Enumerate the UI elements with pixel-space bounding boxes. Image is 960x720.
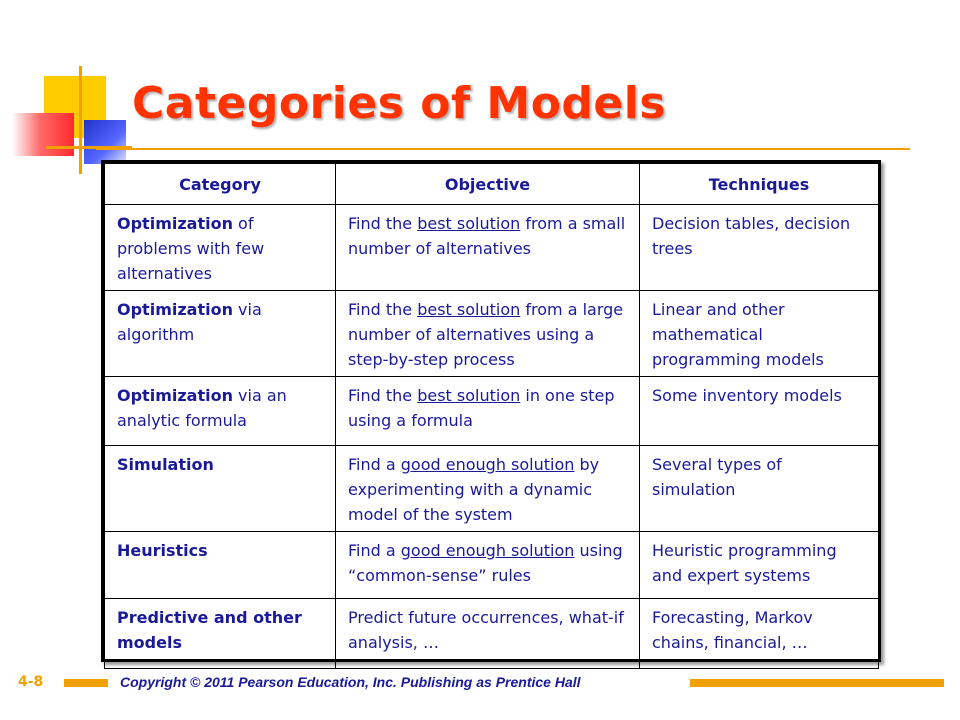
cell-objective <box>336 377 640 446</box>
cell-category <box>105 532 336 599</box>
cell-techniques: Linear and other mathematical programming models <box>640 291 879 377</box>
category-name: Optimization <box>117 300 233 319</box>
category-name: Optimization <box>117 386 233 405</box>
objective-text: Find a <box>348 455 401 474</box>
footer-bar-left <box>64 679 108 687</box>
objective-text-rest: from a large number of alternatives using a step-by-step process <box>348 300 624 369</box>
cell-techniques: Forecasting, Markov chains, financial, … <box>640 599 879 669</box>
objective-text: Find a <box>348 541 401 560</box>
category-detail: via algorithm <box>117 300 262 344</box>
objective-text-rest: from a small number of alternatives <box>348 214 626 258</box>
logo-vertical-line <box>79 66 82 174</box>
cell-category <box>105 599 336 669</box>
table-row <box>105 377 879 446</box>
objective-underlined: best solution <box>417 214 521 233</box>
logo-blue-square <box>84 120 126 164</box>
title-divider <box>96 148 910 150</box>
cell-objective <box>336 205 640 291</box>
models-table <box>101 160 881 662</box>
header-objective: Objective <box>336 164 640 205</box>
cell-techniques: Several types of simulation <box>640 446 879 532</box>
objective-underlined: good enough solution <box>400 541 575 560</box>
cell-techniques: Some inventory models <box>640 377 879 446</box>
objective-text: Find the <box>348 214 418 233</box>
page-number: 4-8 <box>18 674 44 690</box>
objective-underlined: best solution <box>417 300 521 319</box>
objective-text: Find the <box>348 300 418 319</box>
cell-objective <box>336 291 640 377</box>
header-techniques: Techniques <box>640 164 879 205</box>
objective-text: Predict future occurrences, what-if analysis, … <box>348 608 624 652</box>
table-row <box>105 291 879 377</box>
cell-objective <box>336 599 640 669</box>
objective-underlined: good enough solution <box>400 455 575 474</box>
cell-techniques: Decision tables, decision trees <box>640 205 879 291</box>
objective-text-rest: by experimenting with a dynamic model of the system <box>348 455 600 524</box>
category-name: Simulation <box>117 455 214 474</box>
objective-text-rest: in one step using a formula <box>348 386 615 430</box>
cell-techniques: Heuristic programming and expert systems <box>640 532 879 599</box>
header-category: Category <box>105 164 336 205</box>
copyright-text: Copyright © 2011 Pearson Education, Inc. Publishing as Prentice Hall <box>120 674 581 690</box>
cell-category <box>105 446 336 532</box>
table-row <box>105 205 879 291</box>
table-row <box>105 446 879 532</box>
logo-red-square <box>12 113 74 156</box>
cell-objective <box>336 446 640 532</box>
category-name: Optimization <box>117 214 233 233</box>
table-header-row <box>105 164 879 205</box>
category-name: Predictive and other models <box>117 608 302 652</box>
table-row <box>105 599 879 669</box>
table-row <box>105 532 879 599</box>
category-detail: via an analytic formula <box>117 386 287 430</box>
cell-category <box>105 291 336 377</box>
objective-underlined: best solution <box>417 386 521 405</box>
category-name: Heuristics <box>117 541 208 560</box>
cell-objective <box>336 532 640 599</box>
objective-text: Find the <box>348 386 418 405</box>
cell-category <box>105 205 336 291</box>
footer-bar-right <box>690 679 944 687</box>
slide-title: Categories of Models <box>132 78 667 129</box>
objective-text-rest: using “common-sense” rules <box>348 541 623 585</box>
cell-category <box>105 377 336 446</box>
category-detail: of problems with few alternatives <box>117 214 265 283</box>
